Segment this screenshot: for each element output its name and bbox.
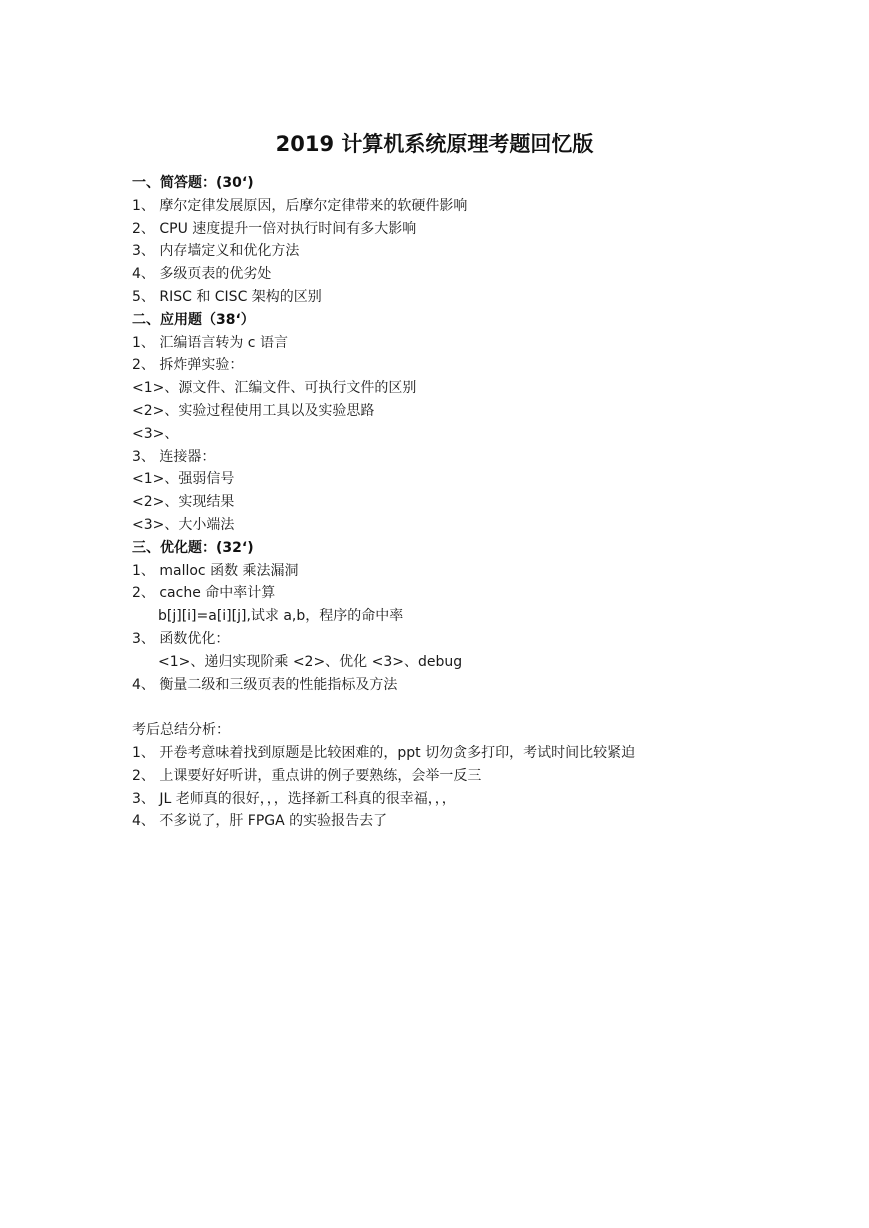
document-body (132, 172, 812, 833)
list-item-detail: <1>、递归实现阶乘 <2>、优化 <3>、debug (158, 653, 463, 670)
list-item: 2、 cache 命中率计算 (132, 585, 276, 602)
list-item-detail: b[j][i]=a[i][j],试求 a,b，程序的命中率 (158, 608, 404, 625)
document-title: 2019 计算机系统原理考题回忆版 (275, 132, 594, 156)
spacer (132, 696, 812, 719)
list-item: 3、 函数优化： (132, 630, 230, 647)
list-item: 1、 开卷考意味着找到原题是比较困难的，ppt 切勿贪多打印，考试时间比较紧迫 (132, 744, 636, 761)
section-heading-application: 二、应用题（38‘） (132, 311, 255, 328)
sub-list-item: <1>、强弱信号 (132, 471, 235, 488)
sub-list-item: <3>、大小端法 (132, 516, 235, 533)
list-item: 2、 CPU 速度提升一倍对执行时间有多大影响 (132, 220, 417, 237)
list-item: 3、 连接器： (132, 448, 216, 465)
sub-list-item: <1>、源文件、汇编文件、可执行文件的区别 (132, 380, 417, 397)
list-item: 3、 JL 老师真的很好，，，选择新工科真的很幸福，，， (132, 790, 456, 807)
list-item: 4、 多级页表的优劣处 (132, 266, 272, 283)
list-item: 2、 上课要好好听讲，重点讲的例子要熟练，会举一反三 (132, 767, 482, 784)
section-heading-optimization: 三、优化题：(32‘) (132, 539, 254, 556)
list-item: 1、 摩尔定律发展原因，后摩尔定律带来的软硬件影响 (132, 197, 468, 214)
summary-heading: 考后总结分析： (132, 722, 230, 739)
section-heading-short-answer: 一、简答题：(30‘) (132, 175, 254, 191)
list-item: 4、 衡量二级和三级页表的性能指标及方法 (132, 676, 398, 693)
list-item: 4、 不多说了，肝 FPGA 的实验报告去了 (132, 813, 388, 830)
sub-list-item: <2>、实现结果 (132, 494, 235, 511)
sub-list-item: <3>、 (132, 425, 179, 442)
list-item: 1、 汇编语言转为 c 语言 (132, 334, 288, 351)
list-item: 3、 内存墙定义和优化方法 (132, 243, 300, 260)
list-item: 1、 malloc 函数 乘法漏洞 (132, 562, 299, 579)
sub-list-item: <2>、实验过程使用工具以及实验思路 (132, 402, 375, 419)
list-item: 5、 RISC 和 CISC 架构的区别 (132, 288, 322, 305)
list-item: 2、 拆炸弹实验： (132, 357, 244, 374)
